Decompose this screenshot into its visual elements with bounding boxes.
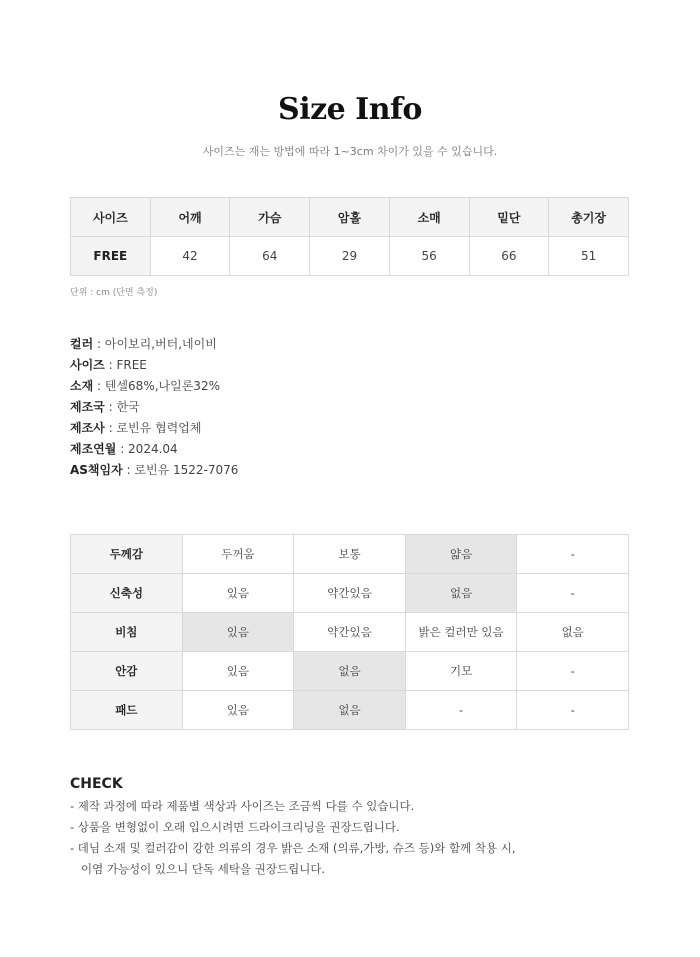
spec-value: : 로빈유 1522-7076 [122, 463, 239, 477]
spec-label: 소재 [70, 379, 94, 393]
spec-material [70, 376, 238, 397]
spec-label: 사이즈 [70, 358, 105, 372]
size-col-header: 어깨 [150, 198, 230, 237]
feel-row-label: 신축성 [71, 574, 183, 613]
feel-option: - [517, 691, 629, 730]
size-value: 66 [469, 237, 549, 276]
unit-note: 단위 : cm (단면 측정) [70, 288, 158, 298]
size-col-header: 밑단 [469, 198, 549, 237]
feel-row-label: 안감 [71, 652, 183, 691]
feel-option: 두꺼움 [182, 535, 294, 574]
feel-row-label: 두께감 [71, 535, 183, 574]
spec-label: AS책임자 [70, 463, 123, 477]
feel-option: 약간있음 [294, 613, 406, 652]
spec-label: 제조사 [70, 421, 105, 435]
spec-origin [70, 397, 238, 418]
size-value: 64 [230, 237, 310, 276]
feel-option-selected: 없음 [294, 652, 406, 691]
feel-option-selected: 있음 [182, 613, 294, 652]
spec-value: : 텐셀68%,나일론32% [93, 379, 220, 393]
spec-value: : 로빈유 협력업체 [104, 421, 202, 435]
size-table-header-row [71, 198, 629, 237]
feel-option: 있음 [182, 574, 294, 613]
fabric-feel-table [70, 534, 629, 730]
feel-option: 기모 [405, 652, 517, 691]
product-specs [70, 334, 238, 481]
page-title: Size Info [278, 92, 422, 127]
size-value: 51 [549, 237, 629, 276]
size-value: 29 [310, 237, 390, 276]
size-value: 56 [389, 237, 469, 276]
spec-value: : 한국 [104, 400, 140, 414]
check-note: - 데님 소재 및 컬러감이 강한 의류의 경우 밝은 소재 (의류,가방, 슈즈 등)와 함께 착용 시, [70, 841, 516, 855]
feel-option-selected: 얇음 [405, 535, 517, 574]
check-notes [70, 796, 516, 880]
size-table-row [71, 237, 629, 276]
feel-option: 보통 [294, 535, 406, 574]
size-disclaimer: 사이즈는 재는 방법에 따라 1~3cm 차이가 있을 수 있습니다. [202, 145, 498, 158]
spec-value: : 아이보리,버터,네이비 [93, 337, 217, 351]
check-note: - 상품을 변형없이 오래 입으시려면 드라이크리닝을 권장드립니다. [70, 820, 400, 834]
size-table [70, 197, 629, 276]
feel-option: - [517, 535, 629, 574]
feel-option-selected: 없음 [405, 574, 517, 613]
check-note: 이염 가능성이 있으니 단독 세탁을 권장드립니다. [70, 862, 326, 876]
size-col-header: 소매 [389, 198, 469, 237]
feel-option: 없음 [517, 613, 629, 652]
spec-as-contact [70, 460, 238, 481]
feel-option: - [517, 574, 629, 613]
feel-row-stretch [71, 574, 629, 613]
size-value: 42 [150, 237, 230, 276]
spec-manufacture-date [70, 439, 238, 460]
size-value-label: FREE [71, 237, 151, 276]
spec-manufacturer [70, 418, 238, 439]
spec-value: : 2024.04 [116, 442, 178, 456]
size-col-header: 사이즈 [71, 198, 151, 237]
spec-value: : FREE [104, 358, 147, 372]
feel-option: 밝은 컬러만 있음 [405, 613, 517, 652]
feel-option: 있음 [182, 652, 294, 691]
feel-option: 있음 [182, 691, 294, 730]
size-col-header: 가슴 [230, 198, 310, 237]
size-col-header: 암홀 [310, 198, 390, 237]
feel-option: - [517, 652, 629, 691]
spec-color [70, 334, 238, 355]
feel-row-pad [71, 691, 629, 730]
size-col-header: 총기장 [549, 198, 629, 237]
feel-option: 약간있음 [294, 574, 406, 613]
feel-option-selected: 없음 [294, 691, 406, 730]
feel-option: - [405, 691, 517, 730]
spec-label: 제조연월 [70, 442, 117, 456]
feel-row-label: 패드 [71, 691, 183, 730]
feel-row-lining [71, 652, 629, 691]
feel-row-sheerness [71, 613, 629, 652]
spec-label: 컬러 [70, 337, 94, 351]
check-heading: CHECK [70, 776, 123, 792]
feel-row-label: 비침 [71, 613, 183, 652]
spec-size [70, 355, 238, 376]
feel-row-thickness [71, 535, 629, 574]
spec-label: 제조국 [70, 400, 105, 414]
check-note: - 제작 과정에 따라 제품별 색상과 사이즈는 조금씩 다를 수 있습니다. [70, 799, 415, 813]
